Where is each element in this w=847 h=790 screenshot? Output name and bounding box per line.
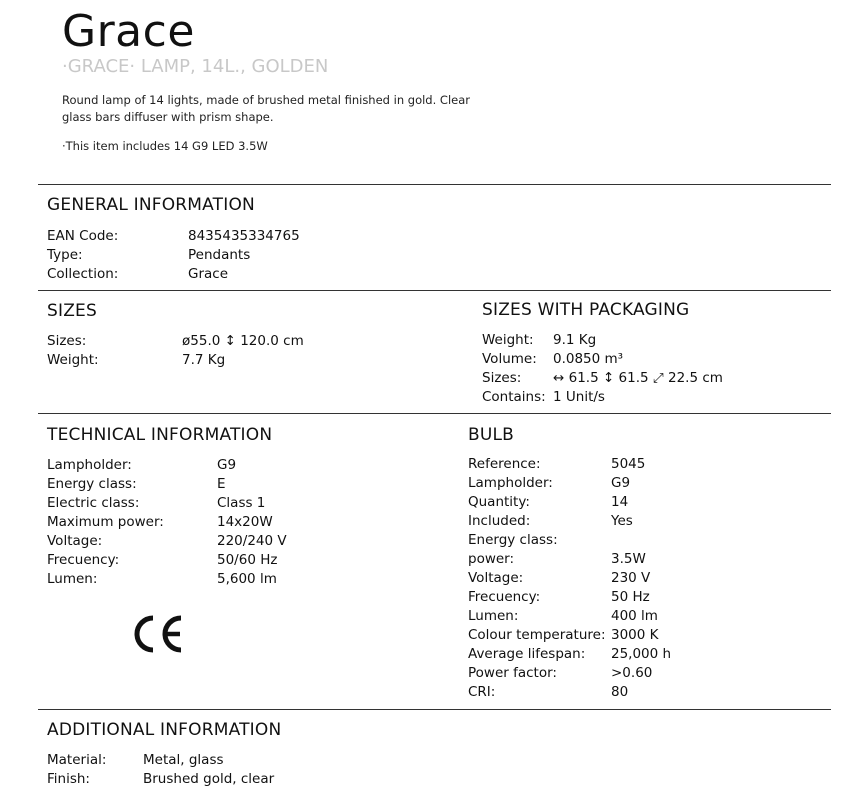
divider	[38, 709, 831, 710]
row-label: Energy class:	[468, 532, 558, 548]
row-label: Frecuency:	[47, 552, 120, 568]
row-label: Material:	[47, 752, 107, 768]
info-row	[47, 456, 287, 475]
info-row	[482, 331, 723, 350]
info-row	[468, 512, 671, 531]
info-row	[468, 645, 671, 664]
row-label: Average lifespan:	[468, 646, 586, 662]
info-row	[468, 683, 671, 702]
product-subtitle: ·GRACE· LAMP, 14L., GOLDEN	[62, 56, 329, 77]
row-value: 14x20W	[217, 514, 273, 530]
row-value: 0.0850 m³	[553, 351, 624, 367]
row-value: G9	[217, 457, 237, 473]
info-row	[47, 532, 287, 551]
info-row	[47, 332, 304, 351]
row-label: Voltage:	[47, 533, 103, 549]
general-information-list	[47, 227, 300, 284]
info-row	[468, 455, 671, 474]
divider	[38, 413, 831, 414]
row-label: power:	[468, 551, 515, 567]
row-value: 50 Hz	[611, 589, 650, 605]
info-row	[47, 570, 287, 589]
info-row	[47, 770, 274, 789]
info-row	[482, 388, 723, 407]
row-value: 3.5W	[611, 551, 646, 567]
info-row	[482, 350, 723, 369]
info-row	[47, 351, 304, 370]
row-label: Voltage:	[468, 570, 524, 586]
info-row	[468, 664, 671, 683]
general-information-title: GENERAL INFORMATION	[47, 195, 255, 215]
row-label: Included:	[468, 513, 531, 529]
bulb-list	[468, 455, 671, 702]
row-label: Energy class:	[47, 476, 137, 492]
row-label: Sizes:	[47, 333, 87, 349]
packaging-sizes-title: SIZES WITH PACKAGING	[482, 300, 690, 320]
row-value: 5,600 lm	[217, 571, 277, 587]
row-value: 8435435334765	[188, 228, 300, 244]
divider	[38, 184, 831, 185]
additional-information-title: ADDITIONAL INFORMATION	[47, 720, 282, 740]
row-value: 1 Unit/s	[553, 389, 605, 405]
row-label: Sizes:	[482, 370, 522, 386]
sizes-title: SIZES	[47, 301, 97, 321]
info-row	[47, 551, 287, 570]
info-row	[468, 569, 671, 588]
row-value: ø55.0 ↕ 120.0 cm	[182, 333, 304, 349]
row-value: Pendants	[188, 247, 251, 263]
row-value: Class 1	[217, 495, 266, 511]
row-label: Quantity:	[468, 494, 530, 510]
product-description: Round lamp of 14 lights, made of brushed metal finished in gold. Clear glass bars diffuser with prism shape.	[62, 93, 470, 124]
row-value: 400 lm	[611, 608, 658, 624]
row-value: 230 V	[611, 570, 651, 586]
row-value: Yes	[611, 513, 633, 529]
row-value: G9	[611, 475, 631, 491]
row-value: ↔ 61.5 ↕ 61.5 ⤢ 22.5 cm	[553, 370, 723, 386]
row-label: Colour temperature:	[468, 627, 606, 643]
info-row	[468, 531, 671, 550]
row-label: Volume:	[482, 351, 537, 367]
row-label: Electric class:	[47, 495, 140, 511]
row-label: Contains:	[482, 389, 546, 405]
divider	[38, 290, 831, 291]
row-label: Weight:	[482, 332, 534, 348]
packaging-sizes-list	[482, 331, 723, 407]
info-row	[468, 474, 671, 493]
row-value: 9.1 Kg	[553, 332, 597, 348]
bulb-title: BULB	[468, 425, 515, 445]
row-label: Weight:	[47, 352, 99, 368]
row-label: EAN Code:	[47, 228, 119, 244]
info-row	[468, 626, 671, 645]
row-value: 80	[611, 684, 629, 700]
technical-information-list	[47, 456, 287, 589]
row-label: Power factor:	[468, 665, 557, 681]
row-value: 14	[611, 494, 629, 510]
info-row	[47, 246, 300, 265]
row-label: Type:	[47, 247, 83, 263]
sizes-list	[47, 332, 304, 370]
row-value: 25,000 h	[611, 646, 672, 662]
product-note: ·This item includes 14 G9 LED 3.5W	[62, 139, 268, 153]
additional-information-list	[47, 751, 274, 789]
row-value: Grace	[188, 266, 229, 282]
row-value: 3000 K	[611, 627, 659, 643]
row-label: Frecuency:	[468, 589, 541, 605]
info-row	[47, 227, 300, 246]
technical-information-title: TECHNICAL INFORMATION	[47, 425, 273, 445]
ce-mark-icon	[131, 612, 189, 656]
row-value: Metal, glass	[143, 752, 224, 768]
info-row	[468, 607, 671, 626]
row-label: Reference:	[468, 456, 541, 472]
row-label: Lumen:	[468, 608, 519, 624]
row-label: CRI:	[468, 684, 496, 700]
info-row	[468, 550, 671, 569]
info-row	[47, 494, 287, 513]
info-row	[47, 513, 287, 532]
row-label: Lumen:	[47, 571, 98, 587]
row-label: Collection:	[47, 266, 119, 282]
row-label: Finish:	[47, 771, 90, 787]
row-label: Lampholder:	[468, 475, 553, 491]
row-value: 5045	[611, 456, 646, 472]
row-label: Maximum power:	[47, 514, 164, 530]
info-row	[47, 475, 287, 494]
info-row	[468, 588, 671, 607]
row-value: 220/240 V	[217, 533, 287, 549]
info-row	[47, 265, 300, 284]
product-title: Grace	[62, 6, 195, 57]
info-row	[468, 493, 671, 512]
row-value: 50/60 Hz	[217, 552, 278, 568]
row-value: Brushed gold, clear	[143, 771, 275, 787]
info-row	[482, 369, 723, 388]
row-value: E	[217, 476, 226, 492]
info-row	[47, 751, 274, 770]
row-value: >0.60	[611, 665, 653, 681]
row-value: 7.7 Kg	[182, 352, 226, 368]
row-label: Lampholder:	[47, 457, 132, 473]
